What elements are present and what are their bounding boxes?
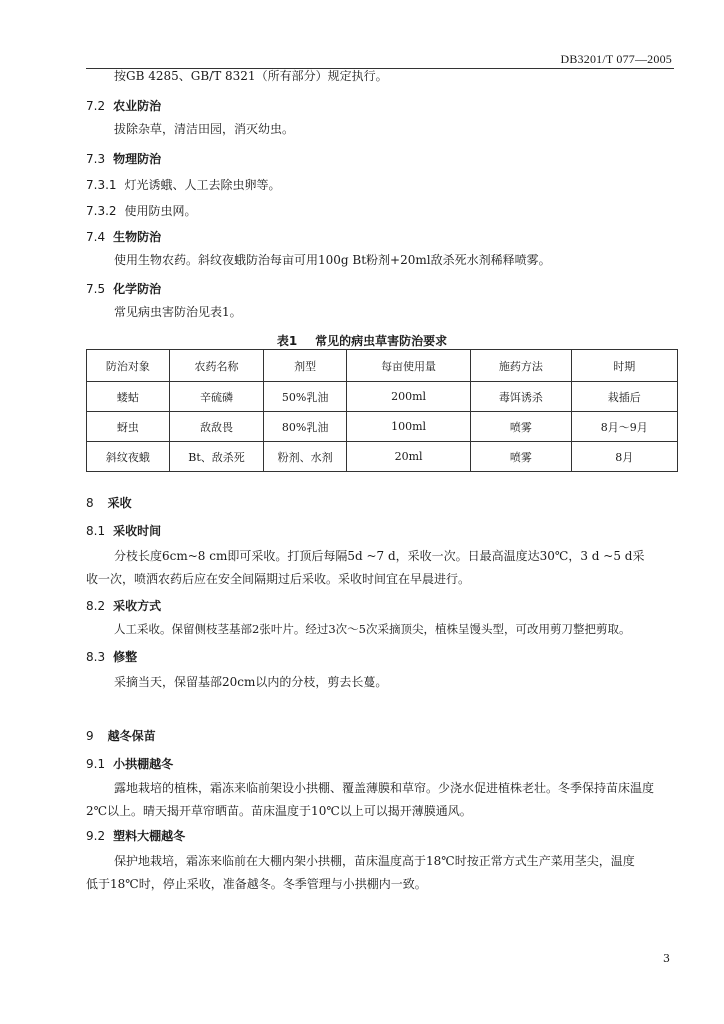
table-caption <box>0 332 724 349</box>
section-number: 9.2 <box>86 829 106 843</box>
paragraph-8-1-line1: 分枝长度6cm~8 cm即可采收。打顶后每隔5d ~7 d，采收一次。日最高温度达30℃，3 d ~5 d采 <box>114 549 645 563</box>
top-paragraph: 按GB 4285、GB/T 8321（所有部分）规定执行。 <box>114 69 388 83</box>
section-number: 7.3 <box>86 152 106 166</box>
section-number: 7.5 <box>86 282 106 296</box>
paragraph-9-2-line2: 低于18℃时，停止采收，准备越冬。冬季管理与小拱棚内一致。 <box>86 877 427 891</box>
section-title: 塑料大棚越冬 <box>113 829 186 843</box>
paragraph-9-2-line1: 保护地栽培，霜冻来临前在大棚内架小拱棚，苗床温度高于18℃时按正常方式生产菜用茎尖，温度 <box>114 854 635 868</box>
table-title: 常见的病虫草害防治要求 <box>315 334 448 348</box>
clause-number: 7.3.2 <box>86 204 117 218</box>
table-cell: 50%乳油 <box>264 382 347 412</box>
table-cell: 敌敌畏 <box>169 412 264 442</box>
section-title: 采收时间 <box>113 524 162 538</box>
paragraph-7-2: 拔除杂草，清洁田园，消灭幼虫。 <box>114 122 295 136</box>
table-number: 表1 <box>276 334 298 348</box>
clause-number: 7.3.1 <box>86 178 117 192</box>
heading-9-2 <box>86 827 185 844</box>
table-cell: 栽插后 <box>571 382 677 412</box>
table-row <box>87 382 678 412</box>
table-row <box>87 412 678 442</box>
heading-7-4 <box>86 228 161 245</box>
table-header-cell: 农药名称 <box>169 350 264 382</box>
table-cell: 辛硫磷 <box>169 382 264 412</box>
section-title: 修整 <box>113 650 138 664</box>
table-header-cell: 每亩使用量 <box>347 350 471 382</box>
table-row <box>87 442 678 472</box>
section-number: 8.3 <box>86 650 106 664</box>
heading-7-5 <box>86 280 161 297</box>
section-title: 化学防治 <box>113 282 162 296</box>
section-number: 7.4 <box>86 230 106 244</box>
section-title: 小拱棚越冬 <box>113 757 174 771</box>
table-cell: 粉剂、水剂 <box>264 442 347 472</box>
heading-8-2 <box>86 597 161 614</box>
table-cell: 100ml <box>347 412 471 442</box>
page-number: 3 <box>663 952 670 965</box>
paragraph-7-5: 常见病虫害防治见表1。 <box>114 305 242 319</box>
table-cell: 蚜虫 <box>87 412 170 442</box>
table-header-cell: 剂型 <box>264 350 347 382</box>
table-cell: 毒饵诱杀 <box>471 382 571 412</box>
section-title: 采收 <box>107 496 132 510</box>
section-number: 9.1 <box>86 757 106 771</box>
section-title: 生物防治 <box>113 230 162 244</box>
section-number: 8 <box>86 496 94 510</box>
section-title: 物理防治 <box>113 152 162 166</box>
table-cell: 蝼蛄 <box>87 382 170 412</box>
section-number: 8.2 <box>86 599 106 613</box>
table-cell: 喷雾 <box>471 442 571 472</box>
paragraph-8-2: 人工采收。保留侧枝茎基部2张叶片。经过3次～5次采摘顶尖，植株呈馒头型，可改用剪刀整把剪取。 <box>114 622 631 636</box>
heading-9 <box>86 727 156 744</box>
section-title: 采收方式 <box>113 599 162 613</box>
heading-8-1 <box>86 522 161 539</box>
paragraph-8-3: 采摘当天，保留基部20cm以内的分枝，剪去长蔓。 <box>114 675 388 689</box>
clause-text: 使用防虫网。 <box>124 204 197 218</box>
section-number: 9 <box>86 729 94 743</box>
paragraph-7-4: 使用生物农药。斜纹夜蛾防治每亩可用100g Bt粉剂+20ml敌杀死水剂稀释喷雾。 <box>114 253 551 267</box>
heading-8-3 <box>86 648 137 665</box>
paragraph-8-1-line2: 收一次，喷洒农药后应在安全间隔期过后采收。采收时间宜在早晨进行。 <box>86 572 471 586</box>
table-cell: 喷雾 <box>471 412 571 442</box>
paragraph-9-1-line1: 露地栽培的植株，霜冻来临前架设小拱棚、覆盖薄膜和草帘。少浇水促进植株老壮。冬季保持苗床温度 <box>114 781 655 795</box>
table-cell: 8月～9月 <box>571 412 677 442</box>
clause-7-3-2 <box>86 202 197 219</box>
heading-7-2 <box>86 97 161 114</box>
clause-7-3-1 <box>86 176 281 193</box>
document-code: DB3201/T 077—2005 <box>560 52 672 66</box>
table-cell: 80%乳油 <box>264 412 347 442</box>
section-number: 7.2 <box>86 99 106 113</box>
table-header-cell: 施药方法 <box>471 350 571 382</box>
table-header-cell: 时期 <box>571 350 677 382</box>
section-title: 越冬保苗 <box>107 729 156 743</box>
table-header-cell: 防治对象 <box>87 350 170 382</box>
section-number: 8.1 <box>86 524 106 538</box>
table-cell: 斜纹夜蛾 <box>87 442 170 472</box>
table-cell: Bt、敌杀死 <box>169 442 264 472</box>
paragraph-9-1-line2: 2℃以上。晴天揭开草帘晒苗。苗床温度于10℃以上可以揭开薄膜通风。 <box>86 804 472 818</box>
table-header-row <box>87 350 678 382</box>
table-cell: 200ml <box>347 382 471 412</box>
section-title: 农业防治 <box>113 99 162 113</box>
heading-9-1 <box>86 755 173 772</box>
heading-8 <box>86 494 132 511</box>
heading-7-3 <box>86 150 161 167</box>
clause-text: 灯光诱蛾、人工去除虫卵等。 <box>124 178 281 192</box>
table-cell: 8月 <box>571 442 677 472</box>
table-cell: 20ml <box>347 442 471 472</box>
pest-control-table <box>86 349 678 472</box>
